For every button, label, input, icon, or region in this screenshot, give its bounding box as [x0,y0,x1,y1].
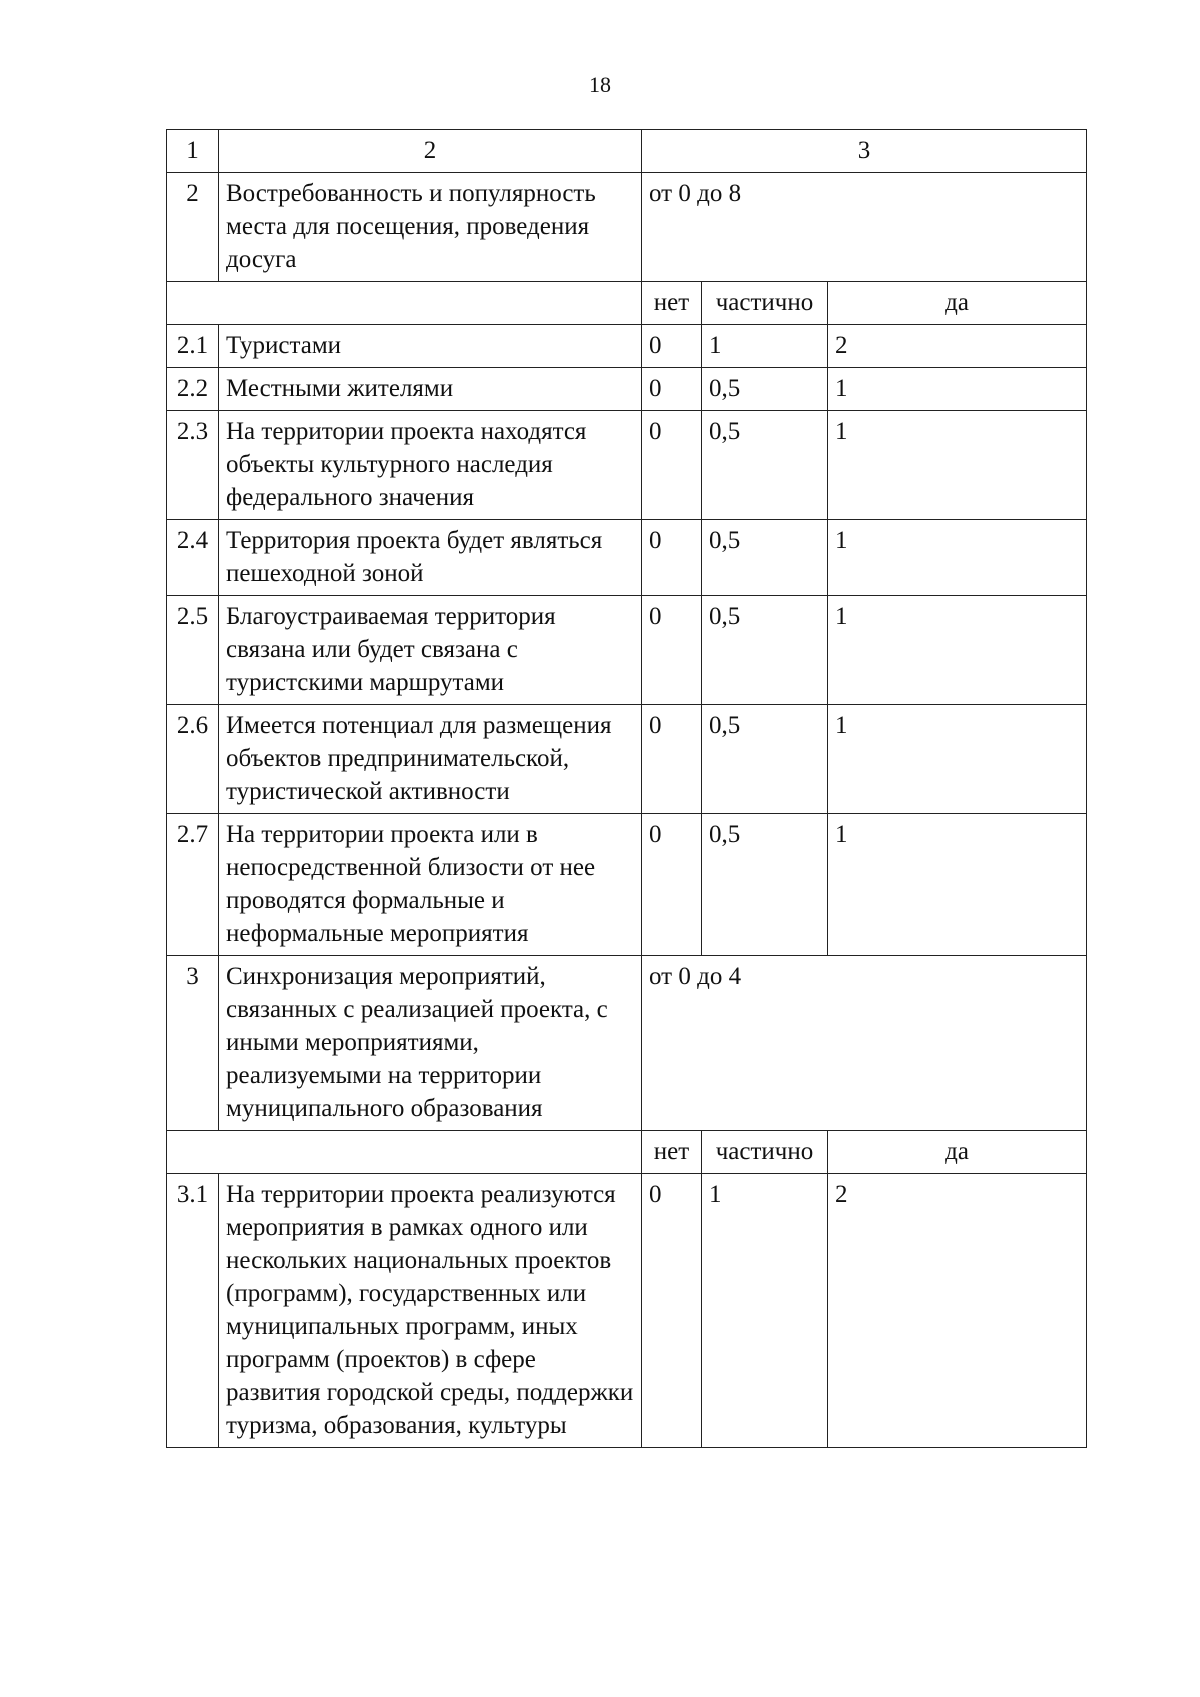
answer-labels-row [167,1131,1087,1174]
criterion-text: Туристами [219,325,642,368]
criterion-number: 2.7 [167,814,219,956]
score-partial: 1 [702,1174,828,1448]
page-number: 18 [589,72,611,97]
criterion-number: 2.6 [167,705,219,814]
answer-labels-spacer [167,282,642,325]
criterion-row [167,325,1087,368]
column-header-1: 1 [167,130,219,173]
answer-labels-row [167,282,1087,325]
criterion-number: 2.3 [167,411,219,520]
score-partial: 0,5 [702,596,828,705]
criterion-text: Местными жителями [219,368,642,411]
criterion-number: 2.1 [167,325,219,368]
score-yes: 1 [828,520,1087,596]
criterion-row [167,705,1087,814]
section-number: 3 [167,956,219,1131]
score-no: 0 [642,411,702,520]
section-range: от 0 до 4 [642,956,1087,1131]
score-no: 0 [642,368,702,411]
criteria-table [166,129,1087,1448]
criterion-row [167,596,1087,705]
section-title: Востребованность и популярность места для посещения, проведения досуга [219,173,642,282]
answer-labels-spacer [167,1131,642,1174]
score-no: 0 [642,520,702,596]
section-range: от 0 до 8 [642,173,1087,282]
criterion-text: На территории проекта или в непосредственной близости от нее проводятся формальные и неформальные мероприятия [219,814,642,956]
answer-label-no: нет [642,1131,702,1174]
criterion-row [167,520,1087,596]
column-number-row [167,130,1087,173]
criterion-row [167,411,1087,520]
criteria-table-body [167,130,1087,1448]
criterion-row [167,368,1087,411]
score-no: 0 [642,705,702,814]
score-yes: 2 [828,1174,1087,1448]
criterion-number: 2.5 [167,596,219,705]
column-header-3: 3 [642,130,1087,173]
column-header-2: 2 [219,130,642,173]
answer-label-yes: да [828,1131,1087,1174]
criterion-number: 2.2 [167,368,219,411]
criterion-text: На территории проекта реализуются мероприятия в рамках одного или нескольких национальных проектов (программ), государственных или муниципальных программ, иных программ (проектов) в сфере развития городской среды, поддержки туризма, образования, культуры [219,1174,642,1448]
score-yes: 1 [828,411,1087,520]
criterion-text: Благоустраиваемая территория связана или будет связана с туристскими маршрутами [219,596,642,705]
section-row [167,173,1087,282]
score-partial: 1 [702,325,828,368]
answer-label-no: нет [642,282,702,325]
score-partial: 0,5 [702,368,828,411]
score-no: 0 [642,1174,702,1448]
score-no: 0 [642,325,702,368]
criterion-text: Территория проекта будет являться пешеходной зоной [219,520,642,596]
answer-label-yes: да [828,282,1087,325]
score-yes: 1 [828,596,1087,705]
score-partial: 0,5 [702,705,828,814]
score-no: 0 [642,596,702,705]
section-row [167,956,1087,1131]
answer-label-partial: частично [702,1131,828,1174]
section-title: Синхронизация мероприятий, связанных с реализацией проекта, с иными мероприятиями, реализуемыми на территории муниципального образования [219,956,642,1131]
criterion-text: На территории проекта находятся объекты культурного наследия федерального значения [219,411,642,520]
score-partial: 0,5 [702,520,828,596]
criterion-row [167,814,1087,956]
criterion-number: 2.4 [167,520,219,596]
score-yes: 1 [828,814,1087,956]
score-no: 0 [642,814,702,956]
section-number: 2 [167,173,219,282]
score-yes: 1 [828,368,1087,411]
score-partial: 0,5 [702,411,828,520]
criterion-number: 3.1 [167,1174,219,1448]
criterion-row [167,1174,1087,1448]
score-yes: 1 [828,705,1087,814]
score-partial: 0,5 [702,814,828,956]
criterion-text: Имеется потенциал для размещения объектов предпринимательской, туристической активности [219,705,642,814]
score-yes: 2 [828,325,1087,368]
answer-label-partial: частично [702,282,828,325]
